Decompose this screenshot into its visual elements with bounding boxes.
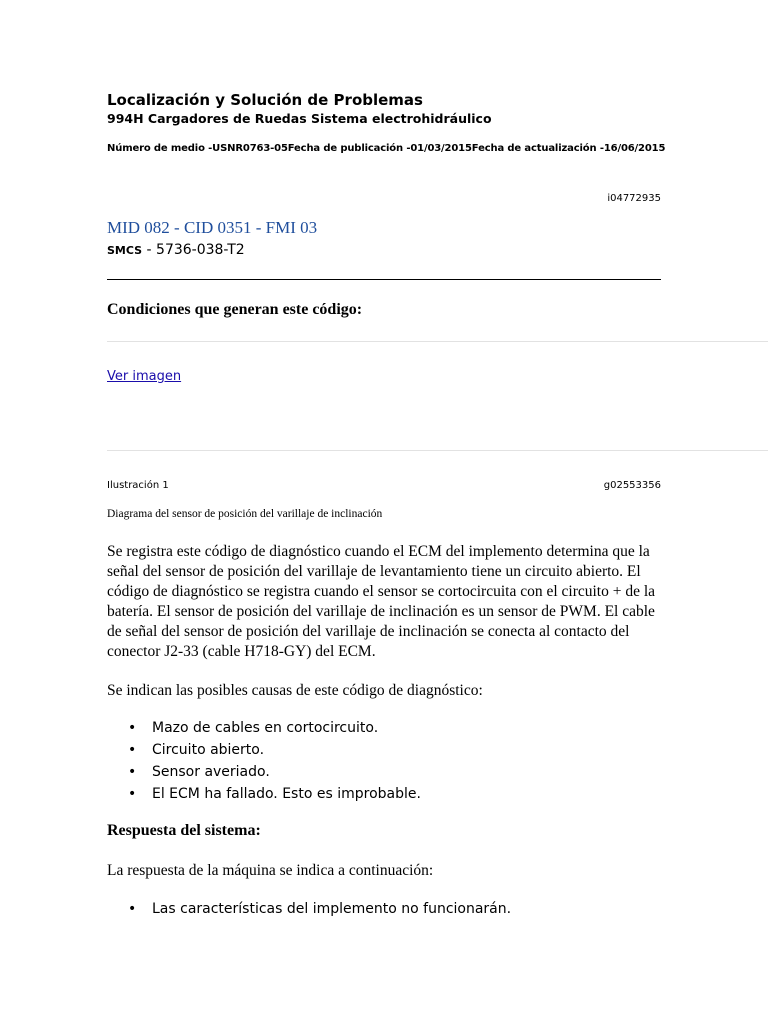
list-item: • Sensor averiado. <box>107 761 421 783</box>
smcs-label: SMCS <box>107 244 143 257</box>
illustration-id: g02553356 <box>603 480 661 491</box>
response-intro: La respuesta de la máquina se indica a continuación: <box>107 862 434 879</box>
illustration-caption: Diagrama del sensor de posición del varillaje de inclinación <box>107 508 383 520</box>
conditions-heading: Condiciones que generan este código: <box>107 301 363 318</box>
document-title: Localización y Solución de Problemas <box>107 91 423 109</box>
publication-meta: Número de medio -USNR0763-05Fecha de publicación -01/03/2015Fecha de actualización -16/06/2015 <box>107 143 666 154</box>
section-divider <box>107 450 768 451</box>
system-response-heading: Respuesta del sistema: <box>107 822 261 839</box>
diagnostic-description: Se registra este código de diagnóstico cuando el ECM del implemento determina que la señal del sensor de posición del varillaje de levantamiento tiene un circuito abierto. El código de diagnóstico se registra cuando el sensor se cortocircuita con el circuito + de la batería. El sensor de posición del varillaje de inclinación es un sensor de PWM. El cable de señal del sensor de posición del varillaje de inclinación se conecta al contacto del conector J2-33 (cable H718-GY) del ECM. <box>107 543 656 660</box>
illustration-label: Ilustración 1 <box>107 480 169 491</box>
document-subtitle: 994H Cargadores de Ruedas Sistema electrohidráulico <box>107 111 492 126</box>
causes-intro: Se indican las posibles causas de este código de diagnóstico: <box>107 682 483 699</box>
response-list <box>107 898 511 920</box>
list-item: • Circuito abierto. <box>107 739 421 761</box>
list-item: • Las características del implemento no funcionarán. <box>107 898 511 920</box>
list-item: • Mazo de cables en cortocircuito. <box>107 717 421 739</box>
smcs-value: - 5736-038-T2 <box>142 242 245 258</box>
diagnostic-code-heading: MID 082 - CID 0351 - FMI 03 <box>107 218 318 237</box>
document-id: i04772935 <box>607 193 661 204</box>
smcs-code <box>107 242 245 258</box>
list-item: • El ECM ha fallado. Esto es improbable. <box>107 783 421 805</box>
view-image-link[interactable]: Ver imagen <box>107 369 182 384</box>
heading-rule <box>107 279 661 280</box>
causes-list <box>107 717 421 805</box>
section-divider <box>107 341 768 342</box>
